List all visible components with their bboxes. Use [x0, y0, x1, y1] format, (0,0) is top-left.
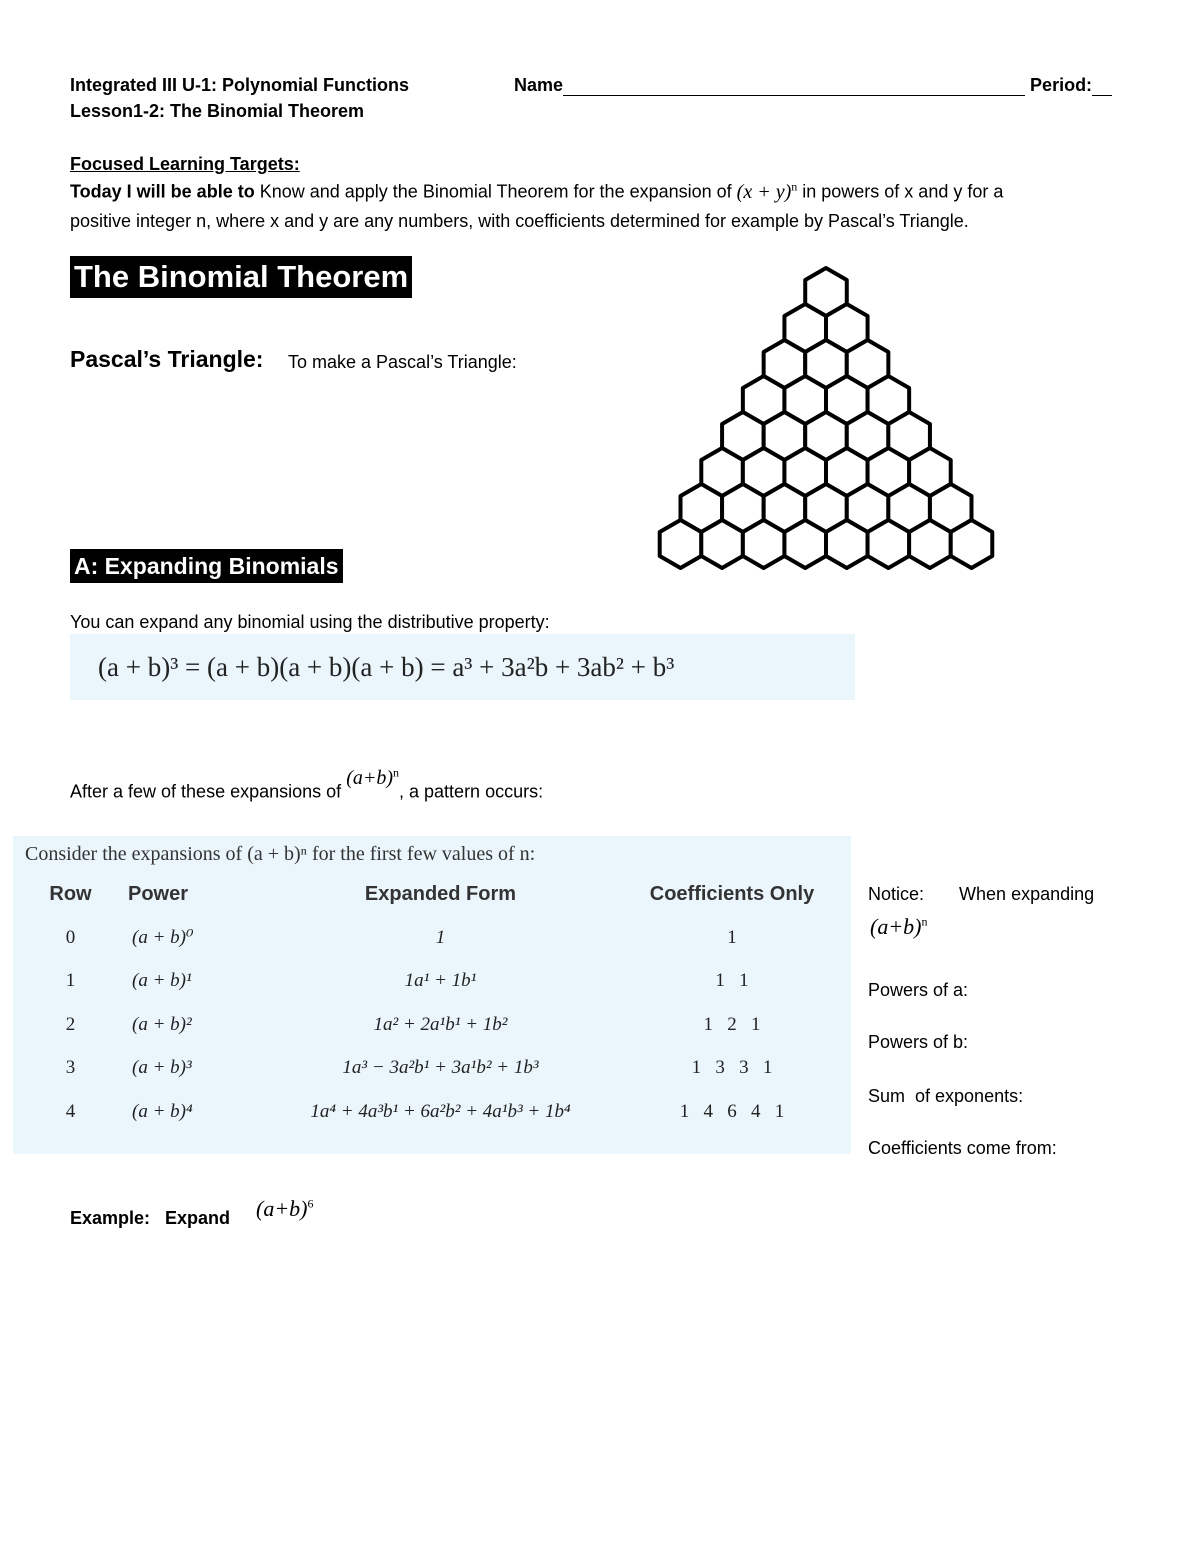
table-row [13, 1003, 851, 1047]
cube-expansion-equation: (a + b)³ = (a + b)(a + b)(a + b) = a³ + 3a²b + 3ab² + b³ [98, 652, 675, 682]
notice-expr-base: (a+b) [870, 914, 922, 939]
targets-text-b: in powers of x and y for a [797, 181, 1004, 202]
pascal-hex-cell [784, 520, 826, 568]
notice-text: When expanding [959, 884, 1095, 904]
after-expr-base: (a+b) [346, 766, 394, 789]
row-coefficients: 1 4 6 4 1 [679, 1100, 785, 1122]
name-field [514, 75, 1112, 96]
pascal-hex-cell [701, 520, 743, 568]
pascal-hex-cell [660, 520, 702, 568]
lesson-title: Lesson1-2: The Binomial Theorem [70, 101, 365, 121]
row-expanded: 1 [435, 926, 446, 948]
notice-expr-exp: n [921, 914, 928, 929]
table-row [13, 960, 851, 1004]
example-label: Example: Expand [70, 1208, 231, 1228]
row-expanded: 1a⁴ + 4a³b¹ + 6a²b² + 4a¹b³ + 1b⁴ [310, 1100, 571, 1122]
row-expanded: 1a¹ + 1b¹ [404, 970, 477, 992]
row-coefficients: 1 [727, 926, 737, 948]
pascal-hex-cell [951, 520, 993, 568]
notice-powers-a: Powers of a: [868, 980, 969, 1000]
after-expr [346, 767, 399, 789]
row-expanded: 1a³ − 3a²b¹ + 3a¹b² + 1b³ [342, 1057, 539, 1079]
row-number: 1 [65, 970, 76, 992]
table-header-row [13, 872, 851, 916]
targets-line-1 [70, 179, 1150, 204]
row-number: 0 [65, 926, 76, 948]
pascal-triangle [650, 262, 1002, 586]
row-power: (a + b)³ [132, 1057, 192, 1079]
period-blank [1092, 77, 1112, 96]
pascal-label: Pascal’s Triangle: [70, 346, 264, 372]
targets-text-a: Know and apply the Binomial Theorem for the expansion of [254, 181, 737, 202]
header-row: Row [49, 882, 92, 905]
table-row [13, 916, 851, 960]
pascal-hex-cell [909, 520, 951, 568]
section-a-heading: A: Expanding Binomials [70, 549, 343, 583]
row-number: 2 [65, 1013, 76, 1035]
targets-expr-exp: n [791, 179, 798, 193]
table-row [13, 1047, 851, 1091]
after-expr-exp: n [393, 765, 400, 779]
row-coefficients: 1 3 3 1 [691, 1057, 773, 1079]
course-title: Integrated III U-1: Polynomial Functions [70, 75, 410, 95]
period-label: Period: [1030, 75, 1093, 95]
pascal-hex-cell [743, 520, 785, 568]
equation-box [70, 634, 855, 700]
example-expr [256, 1196, 314, 1222]
example-expr-base: (a+b) [256, 1196, 308, 1221]
row-power: (a + b)² [132, 1013, 192, 1035]
row-coefficients: 1 1 [715, 970, 749, 992]
after-text-a: After a few of these expansions of [70, 781, 342, 802]
row-power: (a + b)⁰ [132, 927, 194, 949]
table-caption: Consider the expansions of (a + b)ⁿ for the first few values of n: [25, 843, 536, 865]
targets-expr-base: (x + y) [736, 180, 792, 203]
targets-lead: Today I will be able to [70, 181, 255, 202]
targets-title: Focused Learning Targets: [70, 154, 300, 174]
expansion-table-box [13, 836, 851, 1154]
row-coefficients: 1 2 1 [703, 1013, 761, 1035]
targets-line-2: positive integer n, where x and y are any numbers, with coefficients determined for example by Pascal’s Triangle. [70, 211, 969, 231]
notice-coefficients: Coefficients come from: [868, 1138, 1057, 1158]
pascal-hex-cell [826, 520, 868, 568]
row-number: 3 [65, 1057, 76, 1079]
expansion-table [13, 872, 851, 1134]
header-expanded: Expanded Form [364, 882, 517, 905]
table-row [13, 1090, 851, 1134]
pascal-hex-cell [868, 520, 910, 568]
name-label: Name [514, 75, 564, 95]
targets-expr [737, 181, 798, 203]
pascal-instruction: To make a Pascal’s Triangle: [288, 352, 517, 372]
row-expanded: 1a² + 2a¹b¹ + 1b² [373, 1013, 508, 1035]
pattern-sentence [70, 765, 544, 804]
notice-line [868, 884, 1094, 905]
row-power: (a + b)¹ [132, 970, 192, 992]
distributive-intro: You can expand any binomial using the distributive property: [70, 612, 550, 632]
notice-label: Notice: [868, 884, 925, 904]
header-coefficients: Coefficients Only [649, 882, 815, 905]
notice-powers-b: Powers of b: [868, 1032, 969, 1052]
after-text-b: , a pattern occurs: [399, 781, 544, 802]
notice-expr [870, 914, 928, 940]
row-number: 4 [65, 1100, 76, 1122]
row-power: (a + b)⁴ [132, 1100, 193, 1122]
hex-grid [660, 268, 993, 568]
notice-sum-exponents: Sum of exponents: [868, 1086, 1024, 1106]
name-blank [563, 77, 1025, 96]
header-power: Power [128, 882, 189, 905]
example-expr-exp: 6 [307, 1196, 314, 1211]
page-title: The Binomial Theorem [70, 256, 412, 298]
